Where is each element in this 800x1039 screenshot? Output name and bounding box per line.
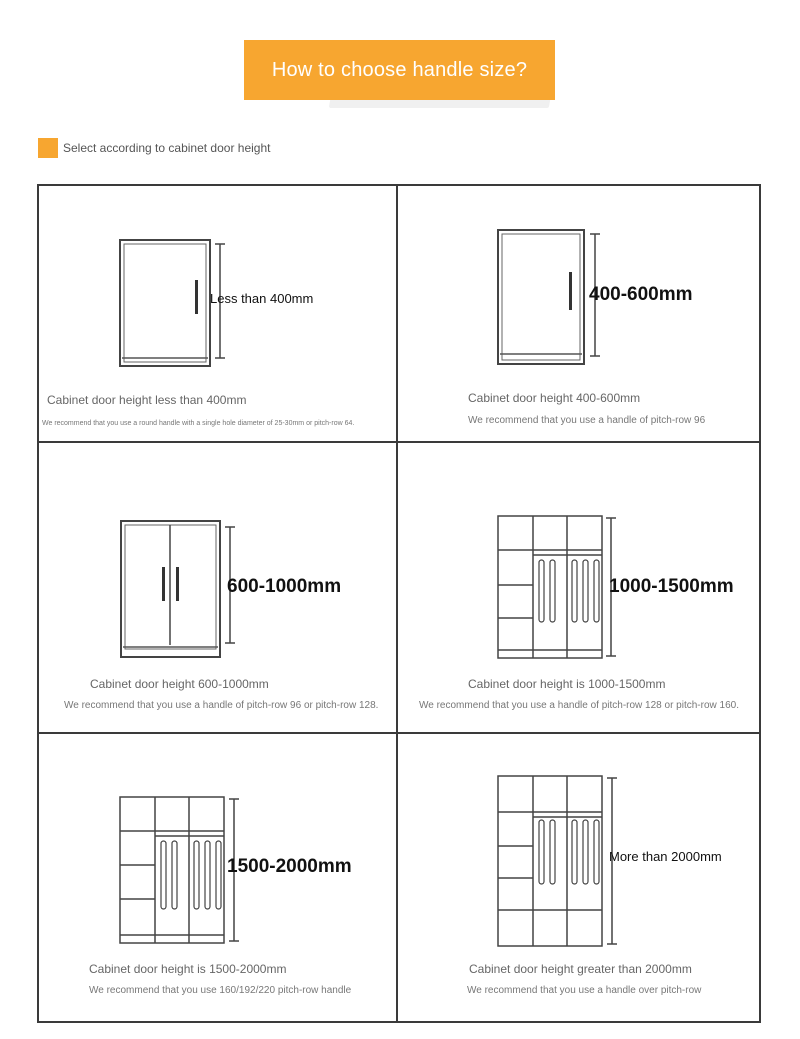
cell-recommendation-1: We recommend that you use a round handle with a single hole diameter of 25-30mm or pitch-row 64. bbox=[42, 420, 355, 427]
grid-divider-horizontal-2 bbox=[37, 732, 761, 734]
cell-title-6: Cabinet door height greater than 2000mm bbox=[469, 962, 692, 976]
cell-recommendation-4: We recommend that you use a handle of pitch-row 128 or pitch-row 160. bbox=[419, 700, 739, 711]
cell-title-2: Cabinet door height 400-600mm bbox=[468, 391, 641, 405]
range-label-600-1000: 600-1000mm bbox=[227, 576, 342, 597]
cabinet-small-door-icon bbox=[115, 236, 230, 376]
cell-recommendation-3: We recommend that you use a handle of pitch-row 96 or pitch-row 128. bbox=[64, 700, 379, 711]
cell-title-3: Cabinet door height 600-1000mm bbox=[90, 677, 269, 691]
cell-title-1: Cabinet door height less than 400mm bbox=[47, 393, 247, 407]
page-title-banner bbox=[244, 40, 555, 100]
grid-divider-horizontal-1 bbox=[37, 441, 761, 443]
cell-recommendation-5: We recommend that you use 160/192/220 pitch-row handle bbox=[89, 985, 352, 996]
range-label-less-than-400: Less than 400mm bbox=[210, 291, 314, 306]
wardrobe-1000-1500-icon bbox=[494, 512, 624, 664]
cell-title-4: Cabinet door height is 1000-1500mm bbox=[468, 677, 666, 691]
wardrobe-over-2000-icon bbox=[494, 772, 624, 950]
cell-recommendation-6: We recommend that you use a handle over pitch-row bbox=[467, 985, 702, 996]
legend-square-icon bbox=[38, 138, 58, 158]
range-label-1000-1500: 1000-1500mm bbox=[609, 576, 734, 597]
cell-recommendation-2: We recommend that you use a handle of pitch-row 96 bbox=[468, 415, 706, 426]
range-label-400-600: 400-600mm bbox=[589, 284, 693, 305]
page-title: How to choose handle size? bbox=[271, 58, 528, 81]
range-label-more-than-2000: More than 2000mm bbox=[609, 849, 722, 864]
cell-title-5: Cabinet door height is 1500-2000mm bbox=[89, 962, 287, 976]
cabinet-double-door-icon bbox=[116, 517, 241, 662]
legend-text: Select according to cabinet door height bbox=[63, 141, 271, 155]
range-label-1500-2000: 1500-2000mm bbox=[227, 856, 352, 877]
grid-divider-vertical bbox=[396, 184, 398, 1023]
